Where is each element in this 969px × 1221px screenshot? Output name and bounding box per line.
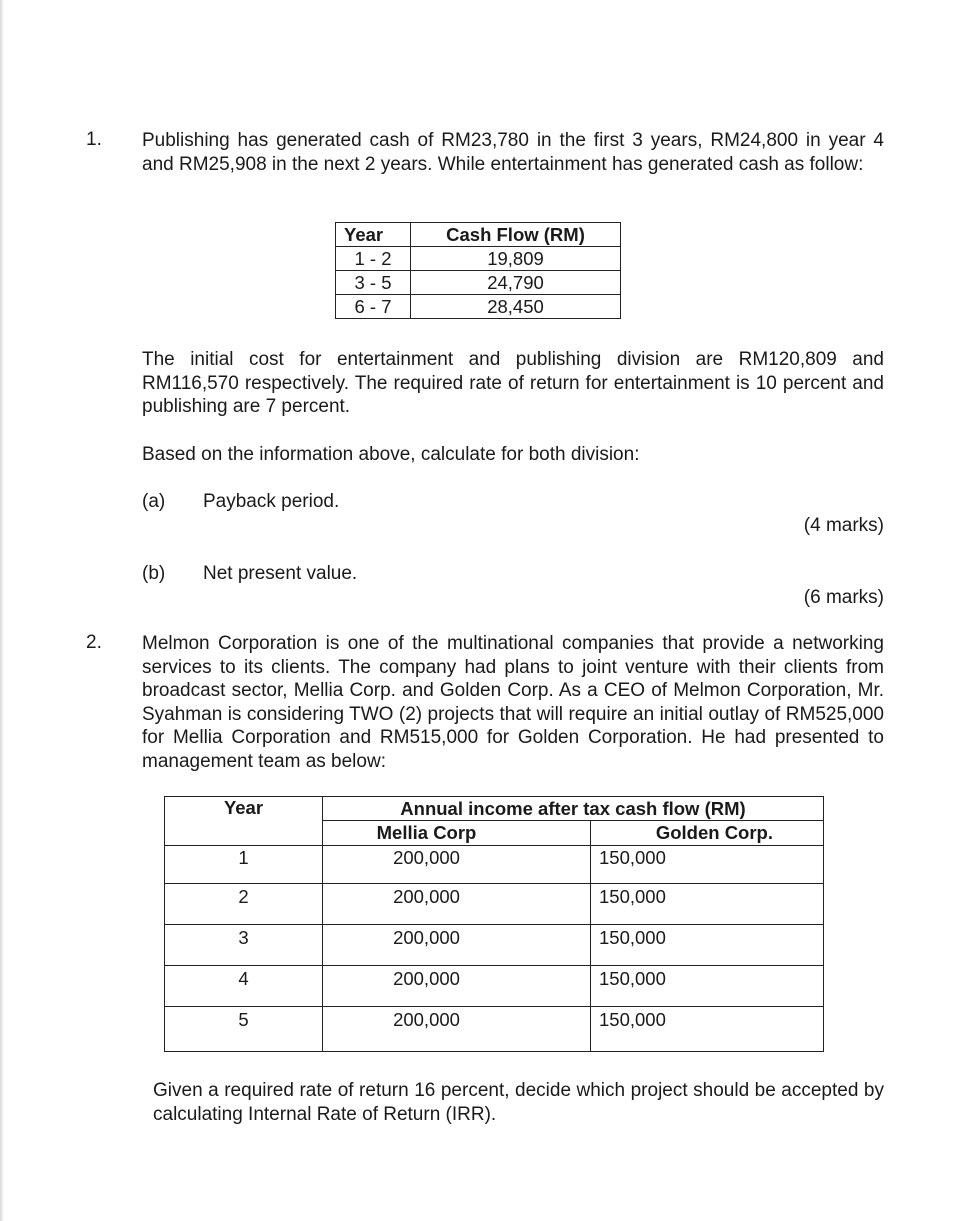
- cash-flow-table: [335, 222, 621, 319]
- table-header-golden: Golden Corp.: [591, 821, 824, 846]
- part-b-marks: (6 marks): [803, 587, 884, 608]
- table-row: [336, 271, 621, 295]
- table-row: [165, 1007, 824, 1052]
- table-row: [165, 846, 824, 884]
- table-cell-mellia: 200,000: [323, 884, 591, 925]
- page-edge-shadow: [0, 0, 4, 1221]
- table-cell-year: 5: [165, 1007, 323, 1052]
- table-cell-year: 3 - 5: [336, 271, 411, 295]
- table-cell-year: 6 - 7: [336, 295, 411, 319]
- table-cell-mellia: 200,000: [323, 966, 591, 1007]
- table-cell-mellia: 200,000: [323, 846, 591, 884]
- part-b-text: Net present value.: [203, 563, 358, 584]
- part-a-text: Payback period.: [203, 491, 340, 512]
- part-a-marks: (4 marks): [803, 515, 884, 536]
- table-cell-year: 1 - 2: [336, 247, 411, 271]
- table-row: [165, 925, 824, 966]
- table-cell-year: 1: [165, 846, 323, 884]
- part-a-label: (a): [142, 491, 166, 512]
- question-1-instruction: Based on the information above, calculate for both division:: [142, 444, 640, 465]
- table-header-group: Annual income after tax cash flow (RM): [323, 797, 824, 821]
- table-cell-golden: 150,000: [591, 1007, 824, 1052]
- table-cell-golden: 150,000: [591, 884, 824, 925]
- part-b-label: (b): [142, 563, 166, 584]
- question-2-question: Given a required rate of return 16 percent, decide which project should be accepted by calculating Internal Rate of Return (IRR).: [153, 1080, 884, 1125]
- question-1-info: The initial cost for entertainment and publishing division are RM120,809 and RM116,570 respectively. The required rate of return for entertainment is 10 percent and publishing are 7 percent.: [142, 349, 884, 417]
- table-cell-golden: 150,000: [591, 966, 824, 1007]
- table-cell-golden: 150,000: [591, 925, 824, 966]
- table-header-cash-flow: Cash Flow (RM): [411, 223, 621, 247]
- table-header-row: [336, 223, 621, 247]
- table-cell-golden: 150,000: [591, 846, 824, 884]
- table-cell-year: 3: [165, 925, 323, 966]
- question-2-intro: Melmon Corporation is one of the multinational companies that provide a networking services to its clients. The company had plans to joint venture with their clients from broadcast sector, Mellia Corp. and Golden Corp. As a CEO of Melmon Corporation, Mr. Syahman is considering TWO (2) projects that will require an initial outlay of RM525,000 for Mellia Corporation and RM515,000 for Golden Corporation. He had presented to management team as below:: [142, 633, 884, 772]
- question-1-intro: Publishing has generated cash of RM23,780 in the first 3 years, RM24,800 in year 4 and RM25,908 in the next 2 years. While entertainment has generated cash as follow:: [142, 130, 884, 175]
- table-cell-year: 4: [165, 966, 323, 1007]
- annual-cash-flow-table: [164, 796, 824, 1052]
- table-header-row: [165, 797, 824, 821]
- table-cell-mellia: 200,000: [323, 925, 591, 966]
- table-header-mellia: Mellia Corp: [323, 821, 591, 846]
- table-cell-year: 2: [165, 884, 323, 925]
- question-1-number: 1.: [86, 129, 102, 150]
- table-cell-cash-flow: 24,790: [411, 271, 621, 295]
- table-header-year: Year: [165, 797, 323, 846]
- question-2-number: 2.: [86, 632, 102, 653]
- table-header-year: Year: [336, 223, 411, 247]
- table-row: [165, 966, 824, 1007]
- table-cell-cash-flow: 28,450: [411, 295, 621, 319]
- table-row: [336, 295, 621, 319]
- table-row: [336, 247, 621, 271]
- table-cell-cash-flow: 19,809: [411, 247, 621, 271]
- table-row: [165, 884, 824, 925]
- table-cell-mellia: 200,000: [323, 1007, 591, 1052]
